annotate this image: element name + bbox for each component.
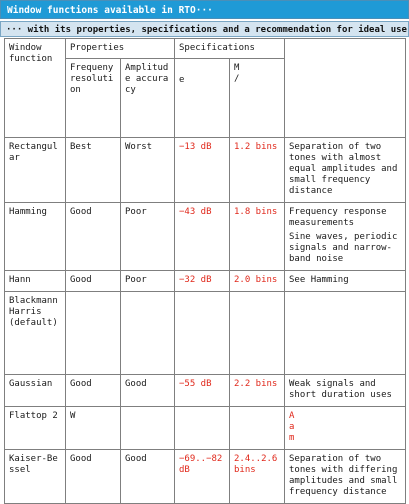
row-freq: Good bbox=[66, 450, 121, 504]
row-desc bbox=[285, 203, 406, 271]
row-desc-line: Weak signals and short duration uses bbox=[289, 379, 392, 400]
row-name: Hann bbox=[5, 271, 66, 292]
row-m bbox=[230, 292, 285, 375]
row-m: 2.2 bins bbox=[230, 375, 285, 407]
row-amp: Poor bbox=[121, 271, 175, 292]
row-amp: Good bbox=[121, 375, 175, 407]
row-name: Flattop 2 bbox=[5, 407, 66, 450]
table-row bbox=[5, 138, 406, 203]
row-e bbox=[175, 407, 230, 450]
row-name: Gaussian bbox=[5, 375, 66, 407]
row-e bbox=[175, 292, 230, 375]
row-name: Blackmann Harris (default) bbox=[5, 292, 66, 375]
row-e: −32 dB bbox=[175, 271, 230, 292]
row-freq: Good bbox=[66, 203, 121, 271]
row-desc-line: Separation of two tones with differing amplitudes and small frequency distance bbox=[289, 454, 398, 497]
row-amp: Worst bbox=[121, 138, 175, 203]
row-freq bbox=[66, 292, 121, 375]
row-desc-line: Sine waves, periodic signals and narrow-band noise bbox=[289, 232, 398, 264]
row-desc bbox=[285, 138, 406, 203]
row-desc-line: m bbox=[289, 433, 295, 443]
header-spec-m bbox=[230, 59, 285, 138]
row-desc bbox=[285, 271, 406, 292]
header-spec-e: e bbox=[175, 59, 230, 138]
row-m: 1.8 bins bbox=[230, 203, 285, 271]
header-properties: Properties bbox=[66, 39, 175, 59]
row-e: −43 dB bbox=[175, 203, 230, 271]
row-m: 1.2 bins bbox=[230, 138, 285, 203]
row-m bbox=[230, 407, 285, 450]
window-functions-table bbox=[4, 38, 406, 504]
row-freq: Good bbox=[66, 375, 121, 407]
row-name: Hamming bbox=[5, 203, 66, 271]
page-title: Window functions available in RTO··· bbox=[0, 0, 409, 19]
row-desc bbox=[285, 375, 406, 407]
row-freq: Best bbox=[66, 138, 121, 203]
table-row bbox=[5, 203, 406, 271]
row-desc bbox=[285, 292, 406, 375]
row-desc-line: Separation of two tones with almost equal amplitudes and small frequency distance bbox=[289, 142, 398, 196]
row-amp: Poor bbox=[121, 203, 175, 271]
row-desc-line: See Hamming bbox=[289, 275, 349, 285]
row-amp bbox=[121, 292, 175, 375]
row-desc-line: A bbox=[289, 411, 295, 421]
table-row bbox=[5, 292, 406, 375]
row-desc-line: Frequency response measurements bbox=[289, 207, 387, 228]
header-spec-m-text: M / bbox=[234, 63, 240, 84]
page-subtitle: ··· with its properties, specifications and a recommendation for ideal use bbox=[0, 21, 409, 37]
row-desc bbox=[285, 407, 406, 450]
table-row bbox=[5, 375, 406, 407]
row-e: −13 dB bbox=[175, 138, 230, 203]
row-name: Kaiser-Bessel bbox=[5, 450, 66, 504]
header-specifications: Specifications bbox=[175, 39, 285, 59]
row-freq: Good bbox=[66, 271, 121, 292]
watermark-logo bbox=[285, 461, 403, 481]
row-amp: Good bbox=[121, 450, 175, 504]
table-row bbox=[5, 271, 406, 292]
row-e: −69..−82 dB bbox=[175, 450, 230, 504]
header-window-function: Window function bbox=[5, 39, 66, 138]
row-name: Rectangular bbox=[5, 138, 66, 203]
row-freq: W bbox=[66, 407, 121, 450]
row-desc-line: a bbox=[289, 422, 295, 432]
row-m: 2.0 bins bbox=[230, 271, 285, 292]
header-recommendation bbox=[285, 39, 406, 138]
header-amplitude-accuracy: Amplitude accuracy bbox=[121, 59, 175, 138]
header-frequency-resolution: Frequeny resolution bbox=[66, 59, 121, 138]
row-m: 2.4..2.6 bins bbox=[230, 450, 285, 504]
row-amp bbox=[121, 407, 175, 450]
table-row bbox=[5, 407, 406, 450]
row-e: −55 dB bbox=[175, 375, 230, 407]
